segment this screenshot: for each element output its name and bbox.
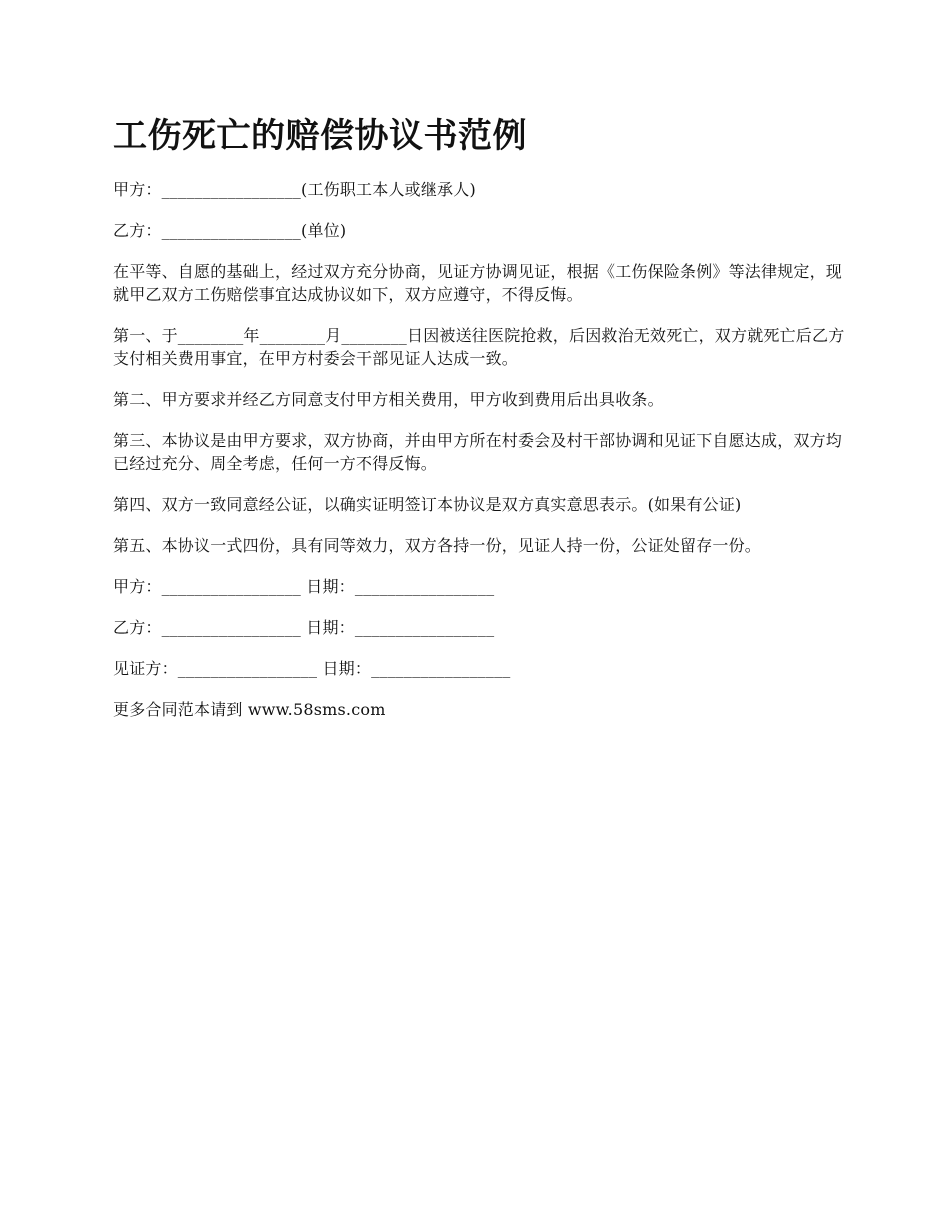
clause-4: 第四、双方一致同意经公证，以确实证明签订本协议是双方真实意思表示。(如果有公证) xyxy=(113,495,742,514)
clause-5: 第五、本协议一式四份，具有同等效力，双方各持一份，见证人持一份，公证处留存一份。 xyxy=(113,536,762,555)
party-a-line: 甲方：_________________(工伤职工本人或继承人) xyxy=(113,180,476,199)
preamble-paragraph: 在平等、自愿的基础上，经过双方充分协商，见证方协调见证，根据《工伤保险条例》等法律规定，现就甲乙双方工伤赔偿事宜达成协议如下，双方应遵守，不得反悔。 xyxy=(113,262,843,304)
footer-note: 更多合同范本请到 www.58sms.com xyxy=(113,700,386,719)
party-b-line: 乙方：_________________(单位) xyxy=(113,221,347,240)
clause-3: 第三、本协议是由甲方要求，双方协商，并由甲方所在村委会及村干部协调和见证下自愿达成，双方均已经过充分、周全考虑，任何一方不得反悔。 xyxy=(113,431,843,473)
document-title: 工伤死亡的赔偿协议书范例 xyxy=(113,116,527,156)
signature-party-b: 乙方：_________________ 日期：_________________ xyxy=(113,618,495,637)
signature-party-a: 甲方：_________________ 日期：_________________ xyxy=(113,577,495,596)
clause-1: 第一、于________年________月________日因被送往医院抢救，后因救治无效死亡，双方就死亡后乙方支付相关费用事宜，在甲方村委会干部见证人达成一致。 xyxy=(113,326,845,368)
signature-witness: 见证方：_________________ 日期：_________________ xyxy=(113,659,511,678)
document-page xyxy=(113,110,853,739)
clause-2: 第二、甲方要求并经乙方同意支付甲方相关费用，甲方收到费用后出具收条。 xyxy=(113,390,664,409)
